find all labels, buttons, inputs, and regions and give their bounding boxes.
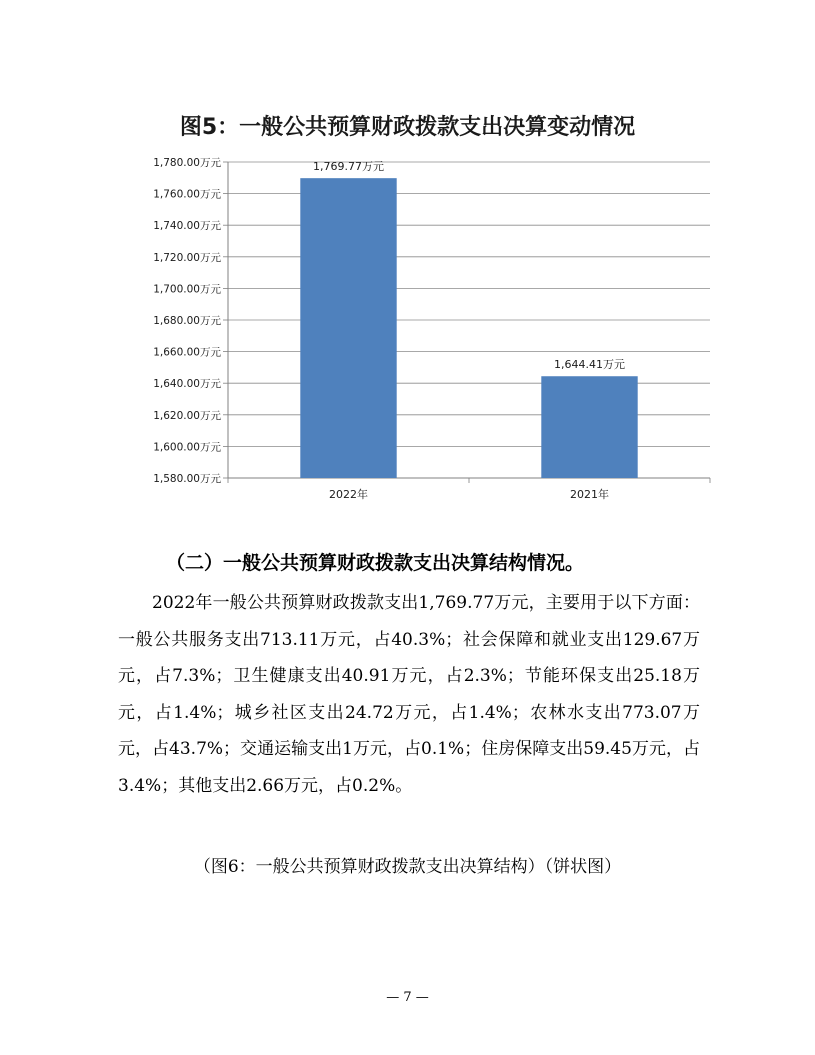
x-tick-label: 2021年 xyxy=(570,488,609,501)
y-tick-label: 1,680.00万元 xyxy=(153,315,221,327)
section-heading: （二）一般公共预算财政拨款支出决算结构情况。 xyxy=(166,552,585,574)
bar-data-label: 1,644.41万元 xyxy=(554,358,625,372)
y-tick-label: 1,660.00万元 xyxy=(153,346,221,359)
section-body-paragraph: 2022年一般公共预算财政拨款支出1,769.77万元，主要用于以下方面：一般公共服务支出713.11万元，占40.3%；社会保障和就业支出129.67万元，占7.3%；卫生健康支出40.91万元，占2.3%；节能环保支出25.18万元，占1.4%；城乡社区支出24.72万元，占1.4%；农林水支出773.07万元，占43.7%；交通运输支出1万元，占0.1%；住房保障支出59.45万元，占3.4%；其他支出2.66万元，占0.2%。 xyxy=(118,593,700,796)
chart-gridlines xyxy=(228,162,710,478)
y-tick-label: 1,720.00万元 xyxy=(153,251,221,264)
y-tick-label: 1,580.00万元 xyxy=(153,473,221,485)
y-tick-label: 1,620.00万元 xyxy=(153,409,221,422)
bar-chart xyxy=(140,148,720,508)
chart-title: 图5：一般公共预算财政拨款支出决算变动情况 xyxy=(179,115,636,140)
chart-bars xyxy=(300,178,637,478)
x-tick-label: 2022年 xyxy=(329,488,368,501)
y-tick-label: 1,760.00万元 xyxy=(153,188,221,201)
y-tick-label: 1,600.00万元 xyxy=(153,441,221,454)
figure-caption: （图6：一般公共预算财政拨款支出决算结构）（饼状图） xyxy=(193,857,622,877)
y-tick-label: 1,700.00万元 xyxy=(153,283,221,296)
page-number: — 7 — xyxy=(386,990,429,1005)
bar xyxy=(300,178,396,478)
y-tick-label: 1,780.00万元 xyxy=(153,157,221,169)
y-tick-label: 1,640.00万元 xyxy=(153,378,221,391)
bar-data-label: 1,769.77万元 xyxy=(313,160,384,174)
bar xyxy=(541,376,637,478)
y-tick-label: 1,740.00万元 xyxy=(153,220,221,233)
